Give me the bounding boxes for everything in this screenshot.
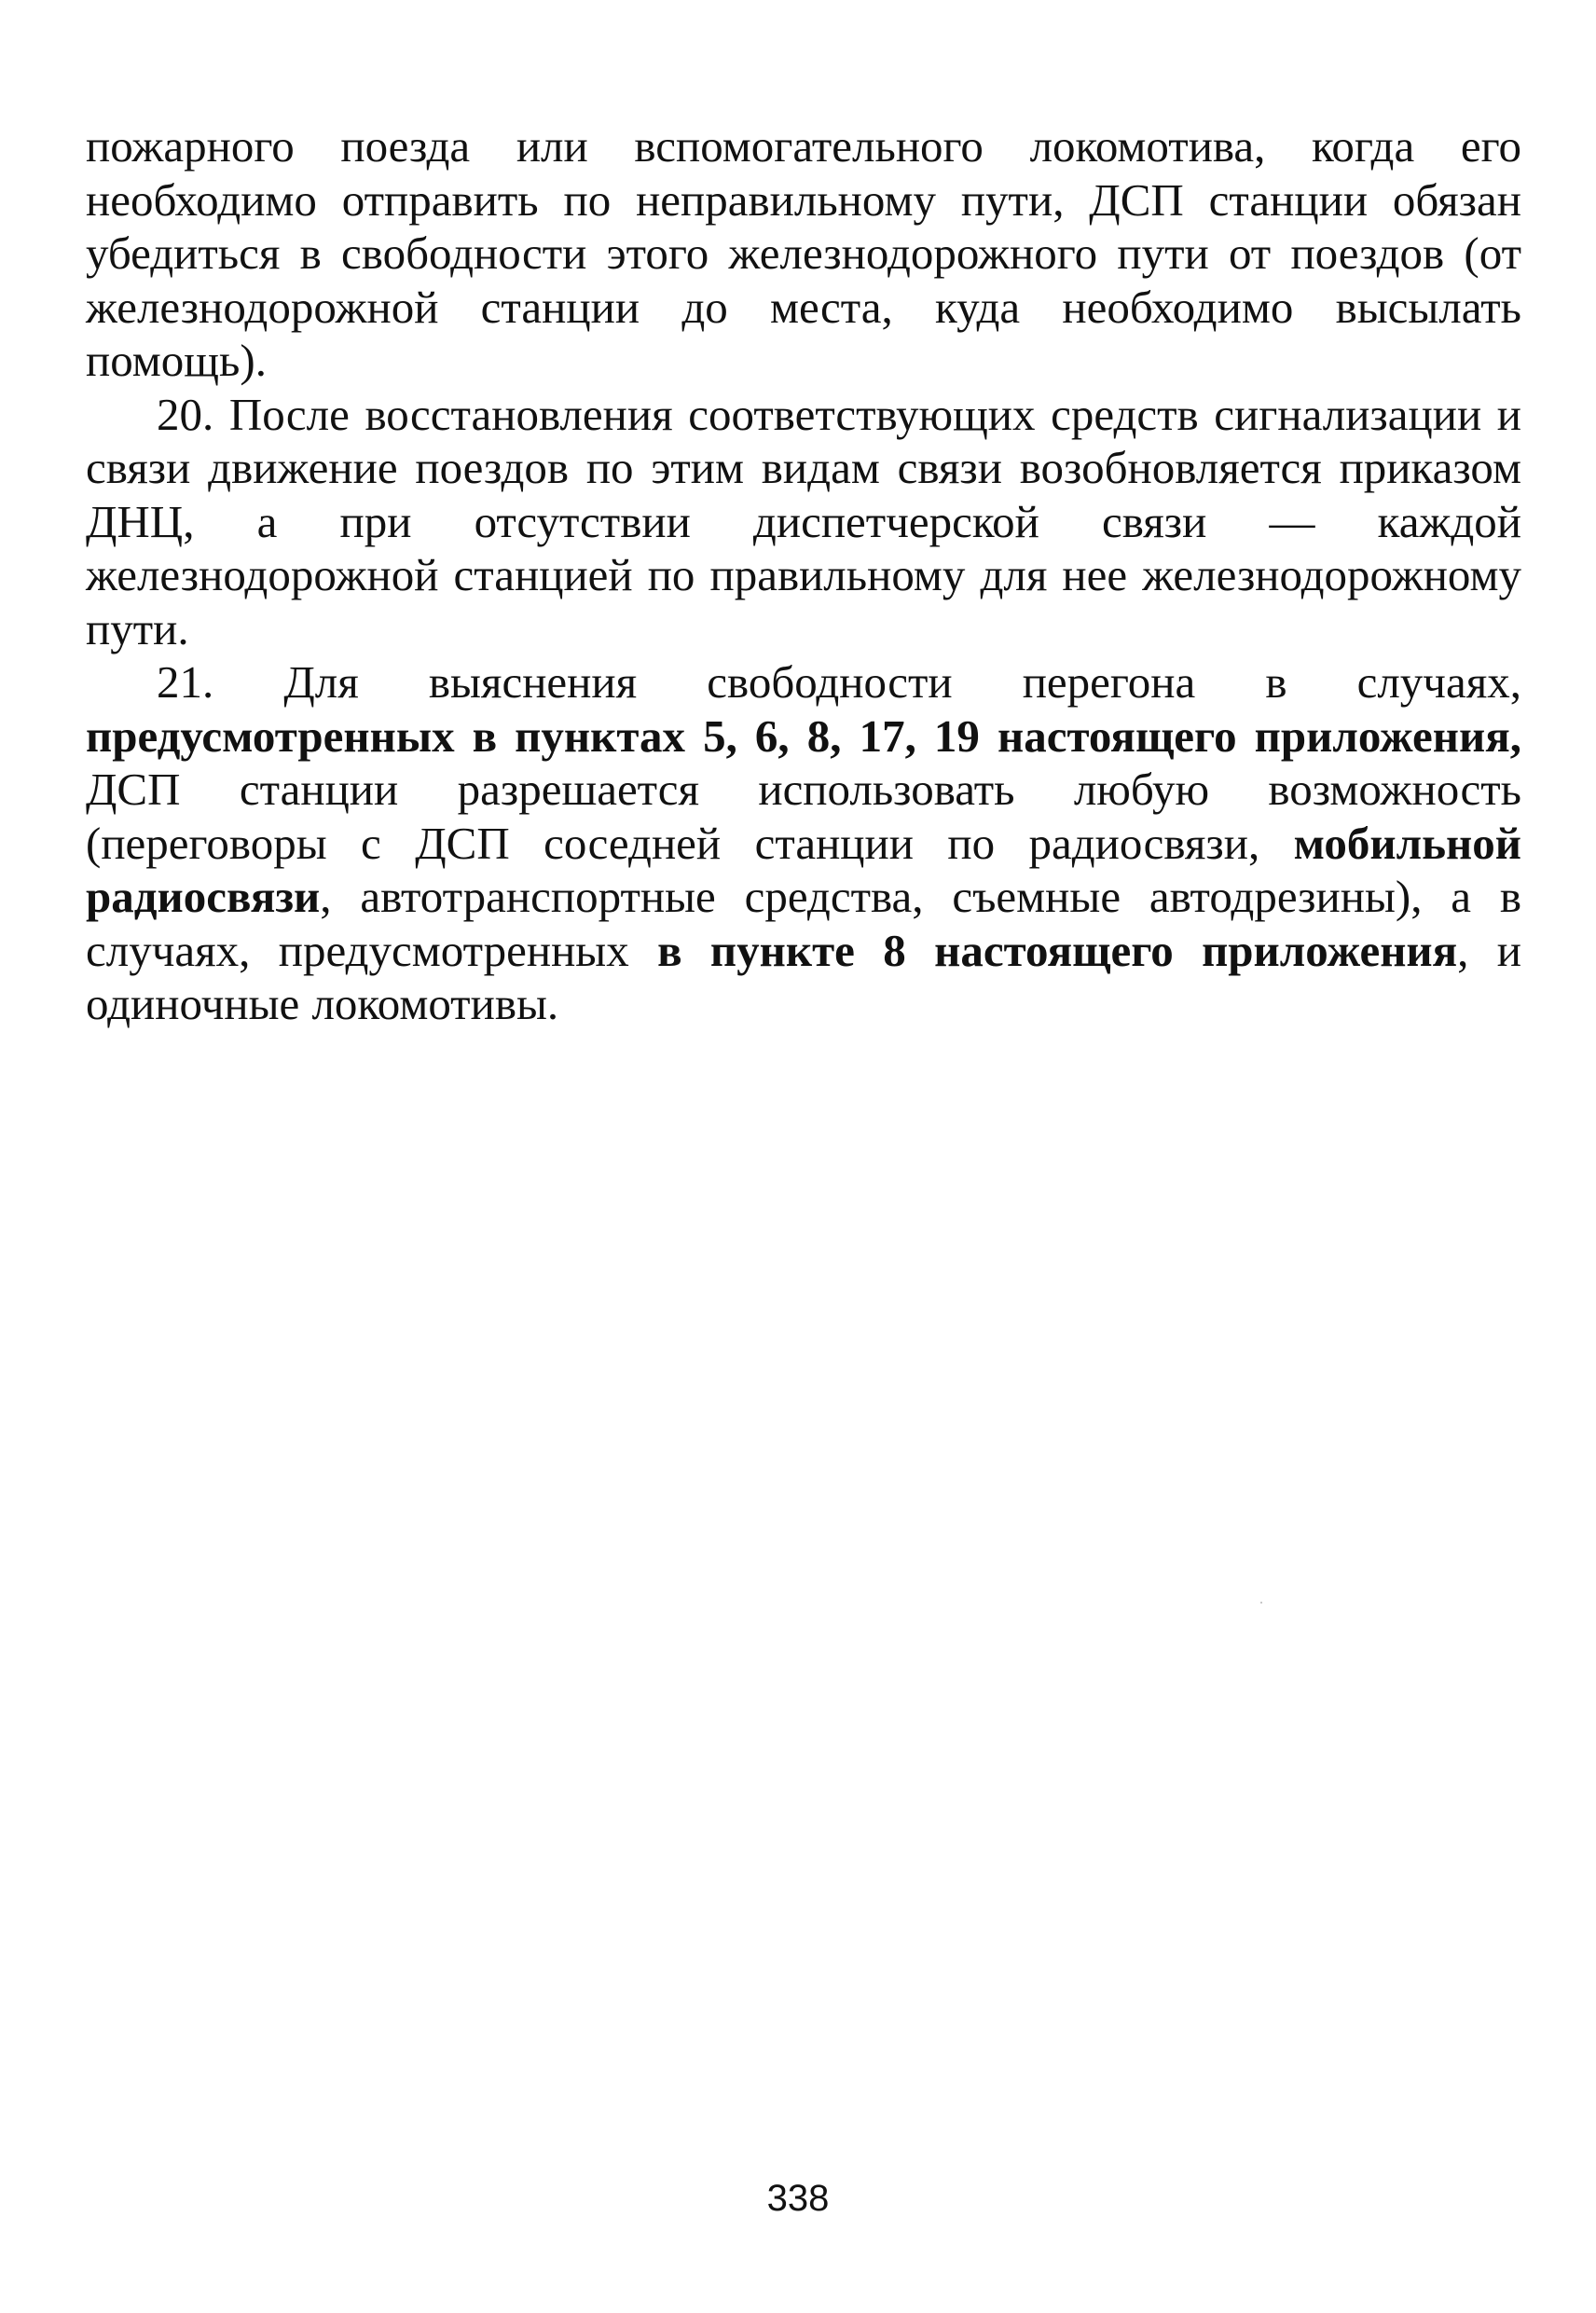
paragraph-text: , и одиночные локомотивы.	[86, 924, 1521, 1029]
bold-text: мобильной радиосвязи	[86, 817, 1521, 922]
paragraph-item-21	[86, 655, 1521, 1031]
paragraph-text: пожарного поезда или вспомогательного локомотива, когда его необходимо отправить по неправильному пути, ДСП станции обязан убедиться в свободности этого железнодорожного пути от поездов (от железнодорожной станции до места, куда необходимо высылать помощь).	[86, 120, 1521, 386]
bold-text: предусмотренных в пунктах 5, 6, 8, 17, 19 настоящего приложения,	[86, 709, 1521, 762]
paragraph-text: , автотранспортные средства, съемные автодрезины), а в случаях, предусмотренных	[86, 871, 1521, 976]
scan-speck	[1260, 1602, 1262, 1604]
paragraph-text: 21. Для выяснения свободности перегона в случаях,	[157, 656, 1521, 708]
bold-text: в пункте 8 настоящего приложения	[657, 924, 1458, 976]
paragraph-item-20	[86, 388, 1521, 656]
paragraph-continuation	[86, 119, 1521, 388]
document-body	[86, 119, 1521, 1031]
page-number: 338	[766, 2178, 830, 2219]
paragraph-text: ДСП станции разрешается использовать любую возможность (переговоры с ДСП соседней станции по радиосвязи,	[86, 764, 1521, 869]
paragraph-text: 20. После восстановления соответствующих средств сигнализации и связи движение поездов по этим видам связи возобновляется приказом ДНЦ, а при отсутствии диспетчерской связи — каждой железнодорожной станцией по правильному для нее железнодорожному пути.	[86, 388, 1521, 654]
